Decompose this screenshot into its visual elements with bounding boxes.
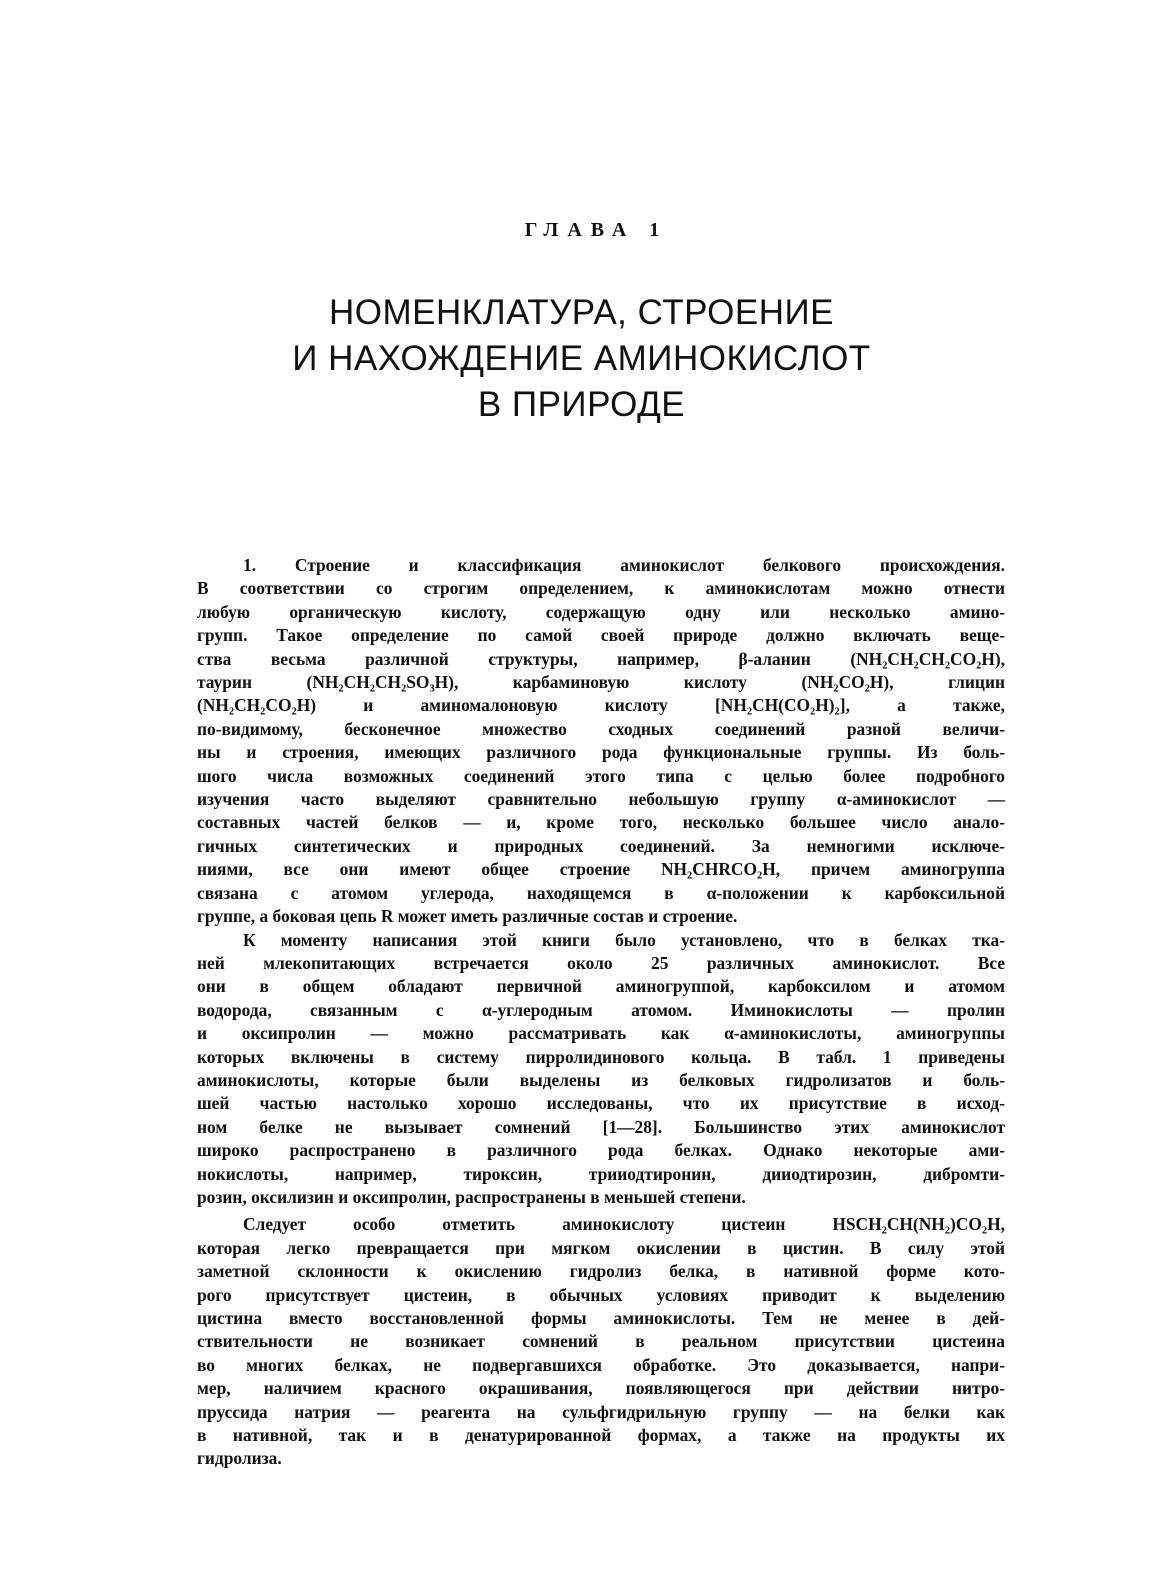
text-line: розин, оксилизин и оксипролин, распространены в меньшей степени.: [197, 1186, 746, 1207]
text-line: нокислоты, например, тироксин, трииодтиронин, дииодтирозин, дибромти-: [197, 1163, 1005, 1184]
text-line: любую органическую кислоту, содержащую одну или несколько амино-: [197, 601, 1005, 622]
text-line: составных частей белков — и, кроме того, несколько большее число анало-: [197, 812, 1005, 833]
text-line: ствительности не возникает сомнений в реальном присутствии цистеина: [197, 1331, 1005, 1352]
text-line: (NH₂CH₂CO₂H) и аминомалоновую кислоту [NH₂CH(CO₂H)₂], а также,: [197, 695, 1005, 716]
text-line: пруссида натрия — реагента на сульфгидрильную группу — на белки как: [197, 1401, 1005, 1422]
text-line: изучения часто выделяют сравнительно небольшую группу α-аминокислот —: [197, 789, 1005, 810]
text-line: Следует особо отметить аминокислоту цистеин HSCH₂CH(NH₂)CO₂H,: [243, 1214, 1005, 1235]
text-line: и оксипролин — можно рассматривать как α-аминокислоты, аминогруппы: [197, 1023, 1005, 1044]
text-line: по-видимому, бесконечное множество сходных соединений разной величи-: [197, 718, 1005, 739]
text-line: мер, наличием красного окрашивания, появляющегося при действии нитро-: [197, 1378, 1005, 1399]
text-line: групп. Такое определение по самой своей природе должно включать веще-: [197, 625, 1005, 646]
chapter-title-line: В ПРИРОДЕ: [477, 385, 686, 424]
text-line: связана с атомом углерода, находящемся в α-положении к карбоксильной: [197, 882, 1005, 903]
text-line: рого присутствует цистеин, в обычных условиях приводит к выделению: [197, 1284, 1005, 1305]
text-line: ниями, все они имеют общее строение NH₂CHRCO₂H, причем аминогруппа: [197, 859, 1005, 880]
text-line: в нативной, так и в денатурированной формах, а также на продукты их: [197, 1425, 1005, 1446]
chapter-title-line: И НАХОЖДЕНИЕ АМИНОКИСЛОТ: [292, 339, 871, 378]
text-line: водорода, связанным с α-углеродным атомом. Иминокислоты — пролин: [197, 999, 1005, 1020]
text-line: ней млекопитающих встречается около 25 различных аминокислот. Все: [197, 952, 1005, 973]
text-line: В соответствии со строгим определением, к аминокислотам можно отнести: [197, 578, 1005, 599]
paragraph-1: [197, 554, 1005, 929]
text-line: шей частью настолько хорошо исследованы, что их присутствие в исход-: [197, 1093, 1005, 1114]
text-line: гичных синтетических и природных соединений. За немногими исключе-: [197, 835, 1005, 856]
chapter-title-line: НОМЕНКЛАТУРА, СТРОЕНИЕ: [328, 293, 835, 332]
text-line: широко распространено в различного рода белках. Однако некоторые ами-: [197, 1140, 1005, 1161]
text-line: цистина вместо восстановленной формы аминокислоты. Тем не менее в дей-: [197, 1308, 1005, 1328]
text-line: аминокислоты, которые были выделены из белковых гидролизатов и боль-: [197, 1069, 1005, 1090]
paragraph-2: [197, 929, 1005, 1210]
chapter-label: ГЛАВА 1: [524, 219, 669, 241]
text-line: заметной склонности к окислению гидролиз белка, в нативной форме кото-: [197, 1261, 1005, 1282]
text-line: ном белке не вызывает сомнений [1—28]. Большинство этих аминокислот: [197, 1116, 1005, 1137]
text-line: во многих белках, не подвергавшихся обработке. Это доказывается, напри-: [197, 1354, 1005, 1375]
text-line: они в общем обладают первичной аминогруппой, карбоксилом и атомом: [197, 976, 1005, 997]
text-line: ства весьма различной структуры, например, β-аланин (NH₂CH₂CH₂CO₂H),: [197, 648, 1005, 669]
text-line: К моменту написания этой книги было установлено, что в белках тка-: [243, 929, 1005, 950]
body-text: [197, 554, 1005, 1471]
text-line: 1. Строение и классификация аминокислот белкового происхождения.: [243, 555, 1005, 575]
text-line: гидролиза.: [197, 1448, 282, 1469]
text-line: которая легко превращается при мягком окислении в цистин. В силу этой: [197, 1237, 1005, 1258]
text-line: группе, а боковая цепь R может иметь различные состав и строение.: [197, 906, 738, 927]
text-line: таурин (NH₂CH₂CH₂SO₃H), карбаминовую кислоту (NH₂CO₂H), глицин: [197, 672, 1005, 693]
text-line: которых включены в систему пирролидинового кольца. В табл. 1 приведены: [197, 1046, 1005, 1067]
text-line: шого числа возможных соединений этого типа с целью более подробного: [197, 765, 1005, 786]
chapter-title: [0, 290, 1163, 428]
paragraph-3: [197, 1213, 1005, 1470]
text-line: ны и строения, имеющих различного рода функциональные группы. Из боль-: [197, 742, 1005, 763]
